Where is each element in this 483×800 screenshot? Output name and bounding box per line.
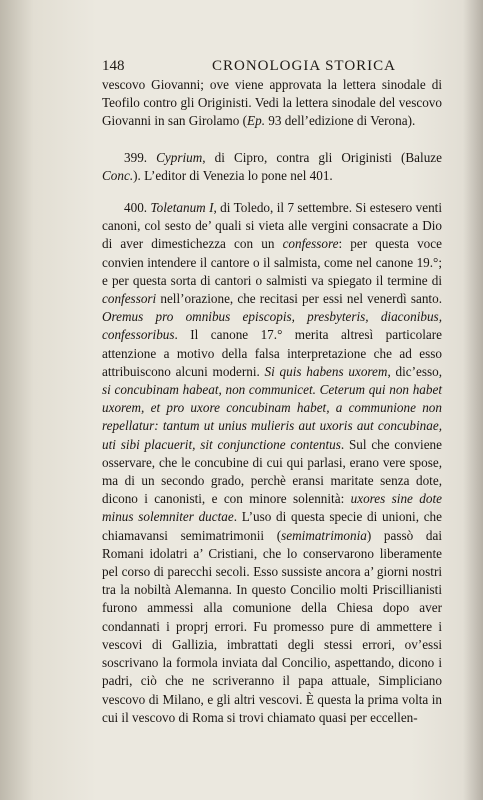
entry-number: 400. <box>124 200 148 216</box>
italic-term: confessore <box>282 236 339 252</box>
latin-quote: uxores sine dote minus solemniter ductae <box>102 491 442 525</box>
italic-reference: Conc. <box>102 167 134 183</box>
text-run: ). L’editor di Venezia lo pone nel 401. <box>133 167 333 183</box>
italic-reference: Ep. <box>247 113 265 129</box>
text-run: . Sul che conviene osservare, che le concubine di cui qui parlasi, erano vere spose, ma di un secondo grado, perchè eransi maritate senza dote, dicono i canonisti, e con minore solennità: <box>102 436 443 507</box>
italic-term: semimatrimonia <box>281 527 367 543</box>
italic-term: confessori <box>102 291 157 307</box>
latin-quote: Si quis habens uxorem <box>264 363 388 379</box>
page-number: 148 <box>102 58 125 74</box>
text-run: . Il canone 17.° merita altresì particolare attenzione a motivo della falsa interpretazione che ad esso attribuiscono alcuni moderni. <box>102 327 442 379</box>
running-title: CRONOLOGIA STORICA <box>212 58 396 74</box>
entry-title: Cyprium <box>156 149 203 165</box>
latin-quote: Oremus pro omnibus episcopis, presbyteris, diaconibus, confessoribus <box>102 309 442 343</box>
entry-400 <box>102 199 442 727</box>
text-run: nell’orazione, che recitasi per essi nel venerdì santo. <box>156 291 442 307</box>
text-run: : per questa voce convien intendere il cantore o il salmista, come nel canone 19.°; e per questa sorta di cantori o salmisti va spiegato il termine di <box>102 236 442 288</box>
latin-quote: si concubinam habeat, non communicet. Ceterum qui non habet uxorem, et pro uxore concubinam habet, a communione non repellatur: tantum ut unius mulieris aut uxoris aut concubinae, uti sibi placuerit, sit conjunctione contentus <box>102 382 442 452</box>
text-run: , di Toledo, il 7 settembre. Si estesero venti canoni, col sesto de’ quali si vieta alle vergini consacrate a Dio di aver dimestichezza con un <box>102 200 443 252</box>
body-text <box>102 76 442 727</box>
text-run: ) passò dai Romani idolatri a’ Cristiani, che lo conservarono liberamente pel corso di parecchi secoli. Esso sussiste ancora a’ giorni nostri tra la nobiltà Alemanna. In questo Concilio molti Priscillianisti furono ammessi alla comunione della Chiesa dopo aver condannati i proprj errori. Fu promesso pure di ammettere i vescovi di Gallizia, imbrattati degli stessi errori, ov’essi soscrivano la formola inviata dal Concilio, aspettando, dicono i padri, ciò che ne scriveranno il papa attuale, Simpliciano vescovo di Milano, e gli altri vescovi. È questa la prima volta in cui il vescovo di Roma si trovi chiamato quasi per eccellen- <box>102 527 442 725</box>
text-run: , dic’esso, <box>387 363 442 379</box>
paragraph-continued <box>102 76 442 131</box>
entry-title: Toletanum I <box>150 200 214 216</box>
text-run: . L’uso di questa specie di unioni, che chiamavansi semimatrimonii ( <box>102 509 442 543</box>
text-run: vescovo Giovanni; ove viene approvata la lettera sinodale di Teofilo contro gli Originisti. Vedi la lettera sinodale del vescovo Giovanni in san Girolamo ( <box>102 77 442 129</box>
entry-399 <box>102 149 442 185</box>
page-edge-shadow <box>463 0 483 800</box>
text-run: , di Cipro, contra gli Originisti (Baluze <box>202 149 442 165</box>
text-run: 93 dell’edizione di Verona). <box>265 113 416 129</box>
entry-number: 399. <box>124 149 148 165</box>
